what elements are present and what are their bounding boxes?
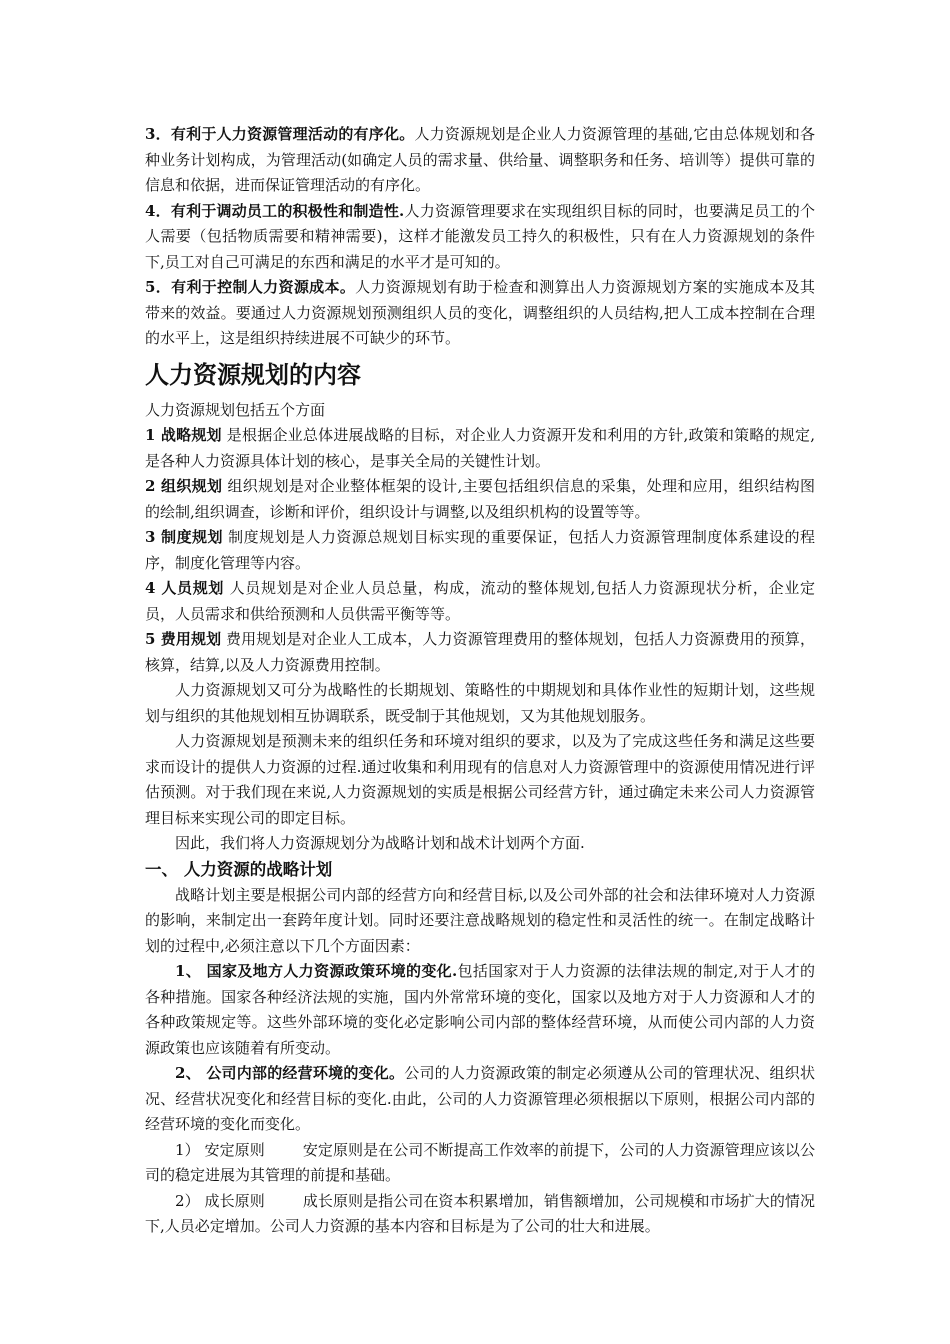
benefit-title: 3．有利于人力资源管理活动的有序化。 [145, 125, 415, 143]
content-title: 3 制度规划 [145, 528, 223, 546]
content-text: 组织规划是对企业整体框架的设计,主要包括组织信息的采集，处理和应用，组织结构图的绘制,组织调查，诊断和评价，组织设计与调整,以及组织机构的设置等等。 [145, 477, 815, 521]
principle-label: 1） 安定原则 [175, 1140, 265, 1159]
principle-text: 安定原则是在公司不断提高工作效率的前提下，公司的人力资源管理应该以公司的稳定进展为其管理的前提和基础。 [145, 1140, 816, 1184]
benefit-4 [145, 199, 815, 276]
benefit-title: 4．有利于调动员工的积极性和制造性. [145, 201, 405, 220]
paragraph: 因此，我们将人力资源规划分为战略计划和战术计划两个方面. [175, 834, 585, 852]
intro-line: 人力资源规划包括五个方面 [145, 400, 326, 419]
paragraph: 人力资源规划又可分为战略性的长期规划、策略性的中期规划和具体作业性的短期计划，这些规划与组织的其他规划相互协调联系，既受制于其他规划，又为其他规划服务。 [145, 681, 815, 725]
benefit-3 [145, 122, 815, 199]
factor-text: 包括国家对于人力资源的法律法规的制定,对于人才的各种措施。国家各种经济法规的实施，国内外常常环境的变化，国家以及地方对于人力资源和人才的各种政策规定等。这些外部环境的变化必定影响公司内部的整体经营环境，从而使公司内部的人力资源政策也应该随着有所变动。 [145, 962, 815, 1057]
principle-label: 2） 成长原则 [175, 1191, 265, 1210]
benefit-5 [145, 275, 815, 352]
principle-growth [145, 1189, 815, 1240]
paragraph: 战略计划主要是根据公司内部的经营方向和经营目标,以及公司外部的社会和法律环境对人力资源的影响，来制定出一套跨年度计划。同时还要注意战略规划的稳定性和灵活性的统一。在制定战略计划的过程中,必须注意以下几个方面因素： [145, 885, 815, 955]
principle-stability [145, 1138, 815, 1189]
factor-national-policy [145, 959, 815, 1061]
benefit-text: 人力资源规划有助于检查和测算出人力资源规划方案的实施成本及其带来的效益。要通过人力资源规划预测组织人员的变化，调整组织的人员结构,把人工成本控制在合理的水平上，这是组织持续进展不可缺少的环节。 [145, 278, 815, 347]
content-text: 制度规划是人力资源总规划目标实现的重要保证，包括人力资源管理制度体系建设的程序，制度化管理等内容。 [145, 528, 815, 572]
benefit-text: 人力资源管理要求在实现组织目标的同时，也要满足员工的个人需要（包括物质需要和精神需要)，这样才能激发员工持久的积极性，只有在人力资源规划的条件下,员工对自己可满足的东西和满足的水平才是可知的。 [145, 201, 815, 271]
content-text: 费用规划是对企业人工成本，人力资源管理费用的整体规划，包括人力资源费用的预算，核算，结算,以及人力资源费用控制。 [145, 630, 815, 674]
benefit-title: 5．有利于控制人力资源成本。 [145, 278, 356, 296]
content-title: 1 战略规划 [145, 426, 222, 444]
section-heading: 人力资源规划的内容 [145, 360, 361, 389]
factor-text: 公司的人力资源政策的制定必须遵从公司的管理状况、组织状况、经营状况变化和经营目标的变化.由此，公司的人力资源管理必须根据以下原则，根据公司内部的经营环境的变化而变化。 [145, 1064, 815, 1133]
factor-internal-environment [145, 1061, 815, 1138]
factor-title: 1、 国家及地方人力资源政策环境的变化. [175, 962, 458, 980]
content-item-system [145, 525, 815, 576]
factor-title: 2、 公司内部的经营环境的变化。 [175, 1064, 405, 1082]
content-item-organization [145, 474, 815, 525]
content-title: 2 组织规划 [145, 477, 223, 495]
paragraph: 人力资源规划是预测未来的组织任务和环境对组织的要求，以及为了完成这些任务和满足这些要求而设计的提供人力资源的过程.通过收集和利用现有的信息对人力资源管理中的资源使用情况进行评估预测。对于我们现在来说,人力资源规划的实质是根据公司经营方针，通过确定未来公司人力资源管理目标来实现公司的即定目标。 [145, 732, 815, 827]
subsection-heading: 一、 人力资源的战略计划 [145, 859, 333, 879]
content-item-cost [145, 627, 815, 678]
content-text: 是根据企业总体进展战略的目标，对企业人力资源开发和利用的方针,政策和策略的规定,是各种人力资源具体计划的核心，是事关全局的关键性计划。 [145, 426, 815, 470]
content-title: 4 人员规划 [145, 579, 225, 597]
content-item-personnel [145, 576, 815, 627]
content-title: 5 费用规划 [145, 630, 222, 648]
benefit-text: 人力资源规划是企业人力资源管理的基础,它由总体规划和各种业务计划构成，为管理活动(如确定人员的需求量、供给量、调整职务和任务、培训等）提供可靠的信息和依据，进而保证管理活动的有序化。 [145, 125, 815, 194]
content-text: 人员规划是对企业人员总量，构成，流动的整体规划,包括人力资源现状分析，企业定员，人员需求和供给预测和人员供需平衡等等。 [145, 579, 815, 623]
principle-text: 成长原则是指公司在资本积累增加，销售额增加，公司规模和市场扩大的情况下,人员必定增加。公司人力资源的基本内容和目标是为了公司的壮大和进展。 [145, 1191, 816, 1235]
document-body [145, 122, 815, 1240]
content-item-strategy [145, 423, 815, 474]
